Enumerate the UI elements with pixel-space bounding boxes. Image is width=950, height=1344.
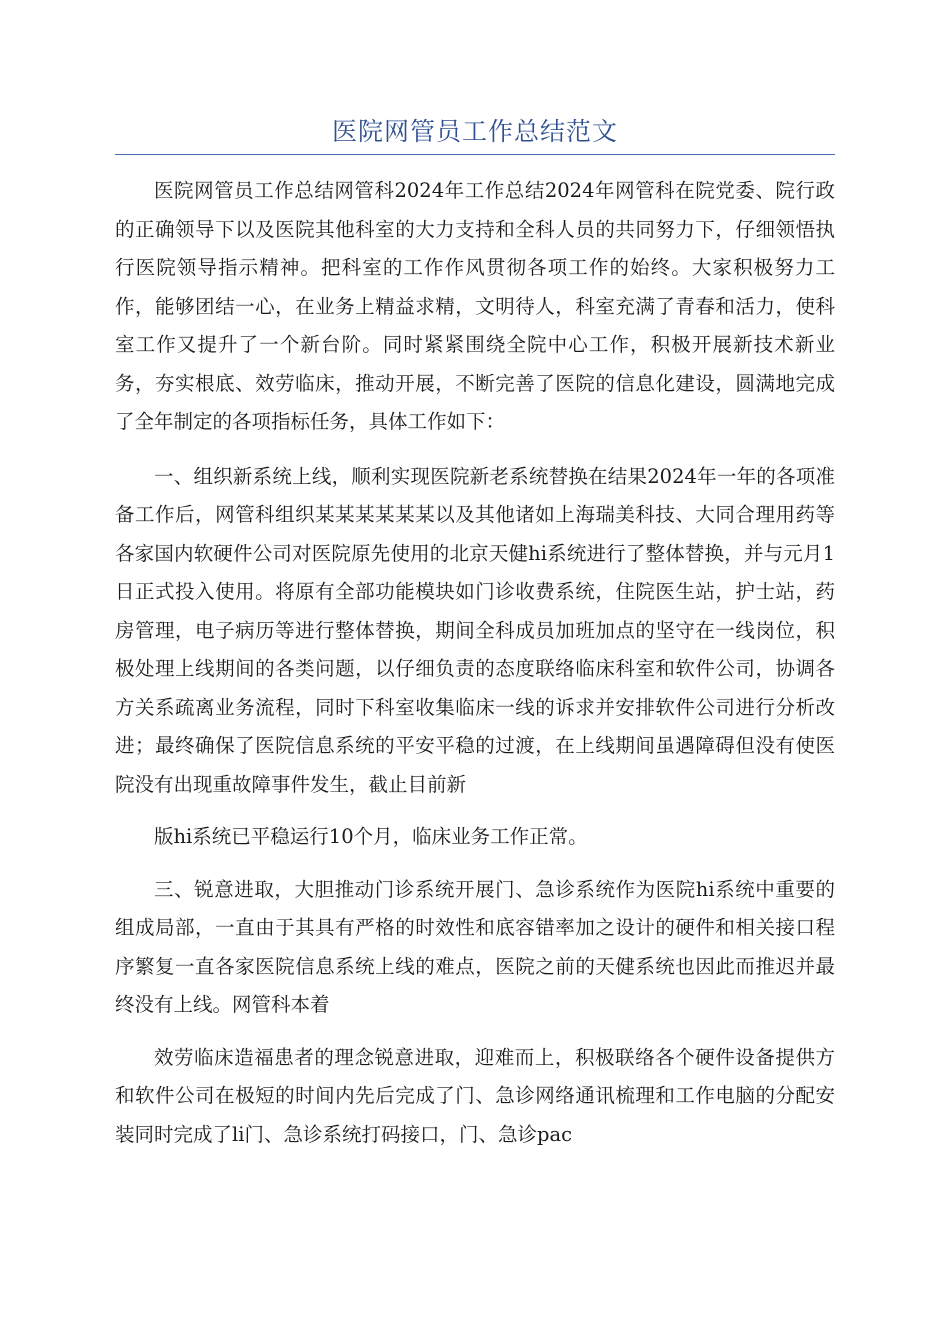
paragraph-intro: 医院网管员工作总结网管科2024年工作总结2024年网管科在院党委、院行政的正确领导下以及医院其他科室的大力支持和全科人员的共同努力下，仔细领悟执行医院领导指示精神。把科室的工作作风贯彻各项工作的始终。大家积极努力工作，能够团结一心，在业务上精益求精，文明待人，科室充满了青春和活力，使科室工作又提升了一个新台阶。同时紧紧围绕全院中心工作，积极开展新技术新业务，夯实根底、效劳临床，推动开展，不断完善了医院的信息化建设，圆满地完成了全年制定的各项指标任务，具体工作如下：	[115, 179, 835, 433]
paragraph-section-one: 一、组织新系统上线，顺利实现医院新老系统替换在结果2024年一年的各项准备工作后，网管科组织某某某某某某以及其他诸如上海瑞美科技、大同合理用药等各家国内软硬件公司对医院原先使用的北京天健hi系统进行了整体替换，并与元月1日正式投入使用。将原有全部功能模块如门诊收费系统，住院医生站，护士站，药房管理，电子病历等进行整体替换，期间全科成员加班加点的坚守在一线岗位，积极处理上线期间的各类问题，以仔细负责的态度联络临床科室和软件公司，协调各方关系疏离业务流程，同时下科室收集临床一线的诉求并安排软件公司进行分析改进；最终确保了医院信息系统的平安平稳的过渡，在上线期间虽遇障碍但没有使医院没有出现重故障事件发生，截止目前新	[115, 464, 835, 796]
paragraph-section-one-continued: 版hi系统已平稳运行10个月，临床业务工作正常。	[154, 825, 588, 848]
document-body	[115, 172, 835, 1154]
document-title: 医院网管员工作总结范文	[331, 117, 618, 146]
paragraph-section-three-continued: 效劳临床造福患者的理念锐意进取，迎难而上，积极联络各个硬件设备提供方和软件公司在极短的时间内先后完成了门、急诊网络通讯梳理和工作电脑的分配安装同时完成了li门、急诊系统打码接口，门、急诊pac	[115, 1045, 835, 1146]
paragraph-section-three: 三、锐意进取，大胆推动门诊系统开展门、急诊系统作为医院hi系统中重要的组成局部，一直由于其具有严格的时效性和底容错率加之设计的硬件和相关接口程序繁复一直各家医院信息系统上线的难点，医院之前的天健系统也因此而推迟并最终没有上线。网管科本着	[115, 877, 835, 1016]
title-underline	[115, 154, 835, 155]
